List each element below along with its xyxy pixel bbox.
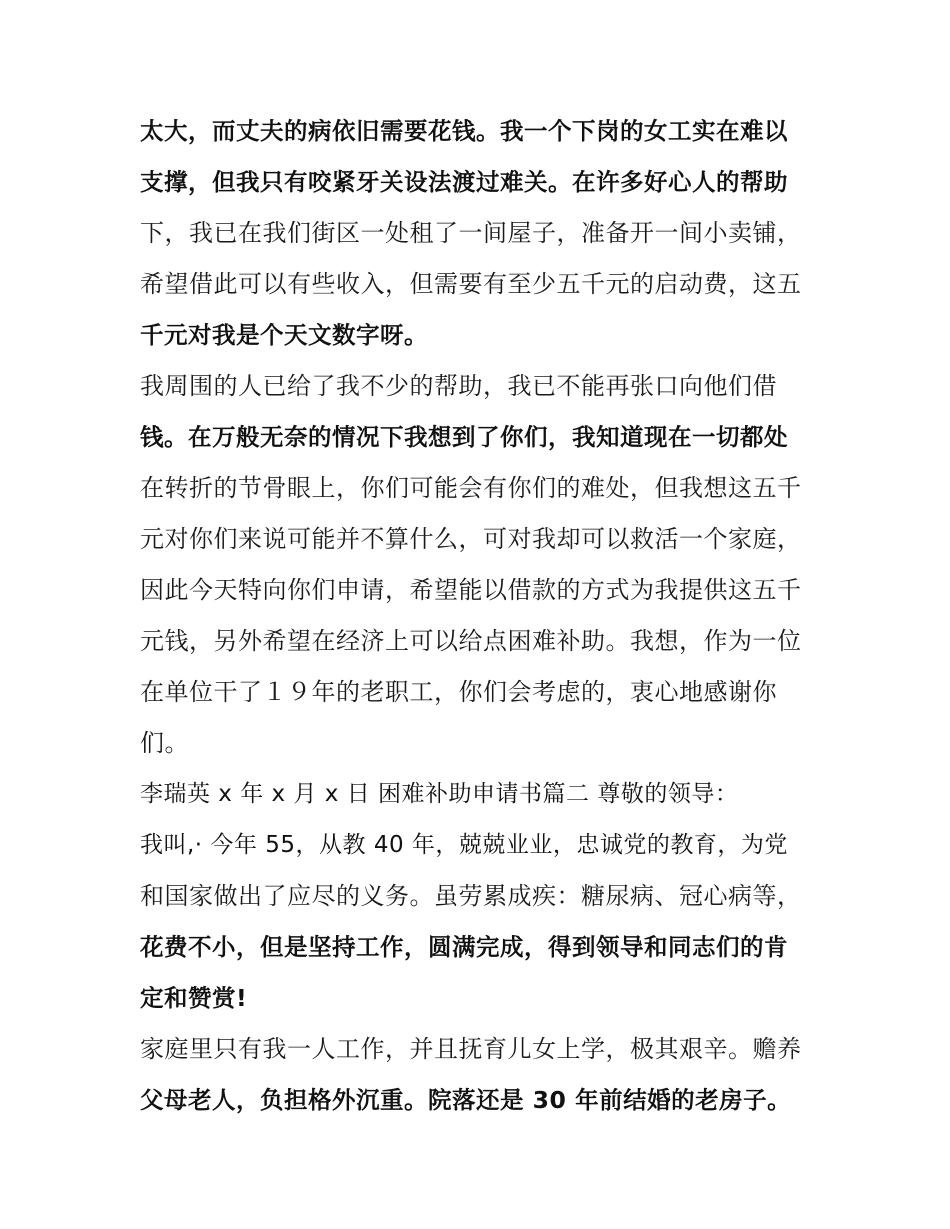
paragraph-line: 我叫,· 今年 55，从教 40 年，兢兢业业，忠诚党的教育，为党 — [140, 832, 788, 858]
paragraph-line: 父母老人，负担格外沉重。院落还是 30 年前结婚的老房子。 — [140, 1086, 792, 1114]
paragraph-line: 希望借此可以有些收入，但需要有至少五千元的启动费，这五 — [140, 270, 802, 298]
paragraph-line: 我周围的人已给了我不少的帮助，我已不能再张口向他们借 — [140, 372, 777, 400]
paragraph-line: 太大，而丈夫的病依旧需要花钱。我一个下岗的女工实在难以 — [140, 117, 788, 145]
paragraph-line: 花费不小，但是坚持工作，圆满完成，得到领导和同志们的肯 — [140, 933, 788, 961]
paragraph-line: 元对你们来说可能并不算什么，可对我却可以救活一个家庭， — [140, 525, 802, 553]
paragraph-line: 定和赞赏! — [140, 984, 248, 1012]
paragraph-line: 元钱，另外希望在经济上可以给点困难补助。我想，作为一位 — [140, 627, 802, 655]
paragraph-line: 们。 — [140, 729, 189, 757]
paragraph-line: 下，我已在我们街区一处租了一间屋子，准备开一间小卖铺， — [140, 219, 802, 247]
paragraph-line: 家庭里只有我一人工作，并且抚育儿女上学，极其艰辛。赡养 — [140, 1035, 802, 1063]
paragraph-line: 千元对我是个天文数字呀。 — [140, 321, 428, 349]
paragraph-line: 因此今天特向你们申请，希望能以借款的方式为我提供这五千 — [140, 576, 802, 604]
paragraph-line: 支撑，但我只有咬紧牙关设法渡过难关。在许多好心人的帮助 — [140, 168, 788, 196]
paragraph-line: 在转折的节骨眼上，你们可能会有你们的难处，但我想这五千 — [140, 474, 802, 502]
paragraph-line: 和国家做出了应尽的义务。虽劳累成疾：糖尿病、冠心病等， — [140, 882, 802, 910]
paragraph-line: 钱。在万般无奈的情况下我想到了你们，我知道现在一切都处 — [140, 423, 788, 451]
paragraph-line: 在单位干了１９年的老职工，你们会考虑的，衷心地感谢你 — [140, 678, 777, 706]
body-text — [140, 106, 830, 1126]
section-heading-line: 李瑞英 x 年 x 月 x 日 困难补助申请书篇二 尊敬的领导： — [140, 781, 739, 807]
